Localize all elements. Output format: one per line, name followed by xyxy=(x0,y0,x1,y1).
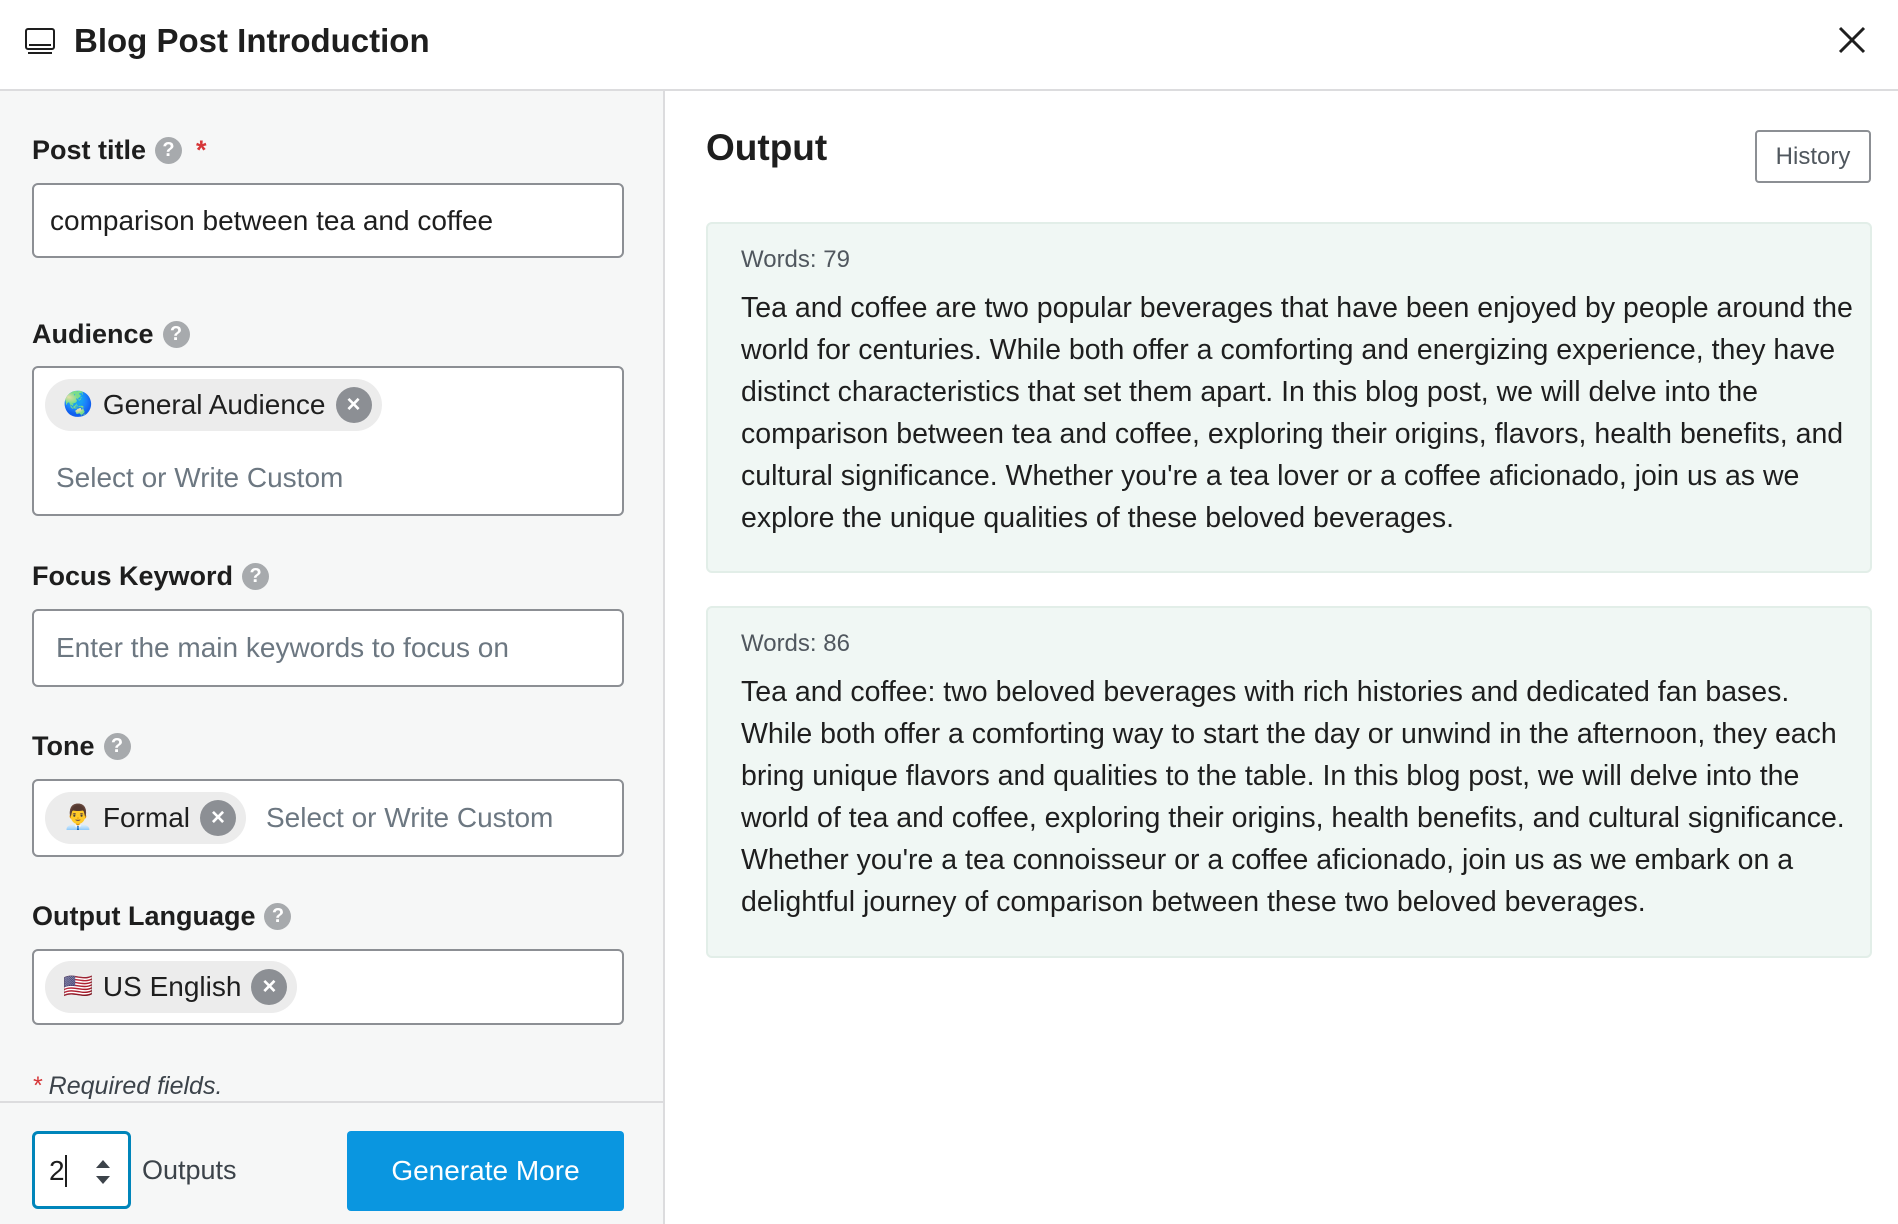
audience-placeholder: Select or Write Custom xyxy=(56,462,344,493)
help-icon[interactable]: ? xyxy=(163,321,190,348)
required-fields-note: * Required fields. xyxy=(32,1072,223,1100)
tone-select[interactable] xyxy=(32,779,624,857)
remove-chip-icon[interactable]: × xyxy=(200,800,236,836)
output-title: Output xyxy=(706,127,828,168)
help-icon[interactable]: ? xyxy=(155,137,182,164)
word-count: Words: 79 xyxy=(741,246,850,273)
generate-more-button[interactable]: Generate More xyxy=(347,1131,624,1211)
result-text: Tea and coffee are two popular beverages that have been enjoyed by people around the world for centuries. While both offer a comforting and energizing experience, they have distinct characteristics that set them apart. In this blog post, we will delve into the comparison between tea and coffee, exploring their origins, flavors, health benefits, and cultural significance. Whether you're a tea lover or a coffee aficionado, join us as we explore the unique qualities of these beloved beverages. xyxy=(741,292,1853,534)
tone-chip: 👨‍💼 Formal × xyxy=(45,792,246,844)
text-caret xyxy=(65,1155,67,1187)
output-language-select[interactable] xyxy=(32,949,624,1025)
outputs-label: Outputs xyxy=(142,1155,237,1185)
required-mark: * xyxy=(196,135,207,165)
modal-title: Blog Post Introduction xyxy=(74,22,430,59)
history-button[interactable]: History xyxy=(1755,130,1871,183)
word-count: Words: 86 xyxy=(741,630,850,657)
audience-chip: 🌏 General Audience × xyxy=(45,379,382,431)
globe-icon: 🌏 xyxy=(63,391,93,418)
help-icon[interactable]: ? xyxy=(242,563,269,590)
focus-keyword-input[interactable] xyxy=(32,609,624,687)
post-title-input[interactable] xyxy=(32,183,624,258)
audience-label: Audience ? xyxy=(32,317,190,351)
remove-chip-icon[interactable]: × xyxy=(336,387,372,423)
stepper-arrows-icon[interactable] xyxy=(93,1156,113,1188)
close-icon[interactable] xyxy=(1832,20,1872,60)
outputs-value: 2 xyxy=(49,1155,65,1186)
audience-select[interactable] xyxy=(32,366,624,516)
modal-header xyxy=(0,0,1898,91)
result-card[interactable] xyxy=(706,606,1872,958)
post-title-label: Post title ? * xyxy=(32,135,207,165)
outputs-stepper[interactable] xyxy=(32,1131,131,1209)
remove-chip-icon[interactable]: × xyxy=(251,969,287,1005)
form-panel xyxy=(0,91,665,1224)
monitor-icon xyxy=(24,26,56,58)
us-flag-icon: 🇺🇸 xyxy=(63,973,93,1000)
focus-keyword-label: Focus Keyword ? xyxy=(32,559,269,593)
output-language-label: Output Language ? xyxy=(32,899,291,933)
help-icon[interactable]: ? xyxy=(264,903,291,930)
help-icon[interactable]: ? xyxy=(104,733,131,760)
businessman-icon: 👨‍💼 xyxy=(63,804,93,831)
focus-keyword-placeholder: Enter the main keywords to focus on xyxy=(56,632,509,663)
result-text: Tea and coffee: two beloved beverages with rich histories and dedicated fan bases. While both offer a comforting way to start the day or unwind in the afternoon, they each bring unique flavors and qualities to the table. In this blog post, we will delve into the world of tea and coffee, exploring their origins, health benefits, and cultural significance. Whether you're a tea connoisseur or a coffee aficionado, join us as we embark on a delightful journey of comparison between these two beloved beverages. xyxy=(741,676,1845,918)
post-title-value: comparison between tea and coffee xyxy=(50,205,494,236)
form-footer xyxy=(0,1101,663,1224)
tone-label: Tone ? xyxy=(32,729,131,763)
output-panel xyxy=(666,91,1898,1224)
language-chip: 🇺🇸 US English × xyxy=(45,961,297,1013)
tone-placeholder: Select or Write Custom xyxy=(266,802,554,833)
result-card[interactable] xyxy=(706,222,1872,573)
